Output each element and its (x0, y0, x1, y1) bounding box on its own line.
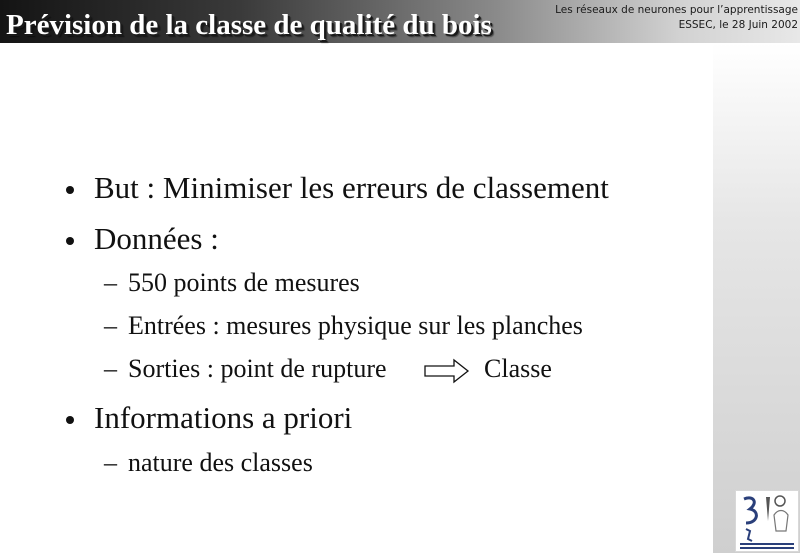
presentation-subtitle: Les réseaux de neurones pour l’apprentissage (555, 4, 798, 16)
dash-icon: – (104, 311, 117, 340)
right-decor-strip (713, 43, 800, 553)
bullet-text: Données : (94, 221, 219, 256)
presentation-info (555, 3, 798, 33)
bullet-text: Informations a priori (94, 400, 353, 435)
logo-icon (736, 491, 798, 551)
dash-icon: – (104, 268, 117, 297)
bullet-dot-icon (66, 416, 74, 424)
bullet-dot-icon (66, 186, 74, 194)
bullet-text: But : Minimiser les erreurs de classement (94, 170, 609, 205)
dash-icon: – (104, 354, 117, 383)
dash-icon: – (104, 448, 117, 477)
sub-item-text: 550 points de mesures (128, 268, 360, 297)
sub-item-text: nature des classes (128, 448, 313, 477)
right-arrow-icon (424, 358, 470, 384)
sub-item-text: Sorties : point de rupture (128, 354, 387, 383)
class-label: Classe (484, 354, 552, 383)
slide-title: Prévision de la classe de qualité du bois (6, 9, 492, 41)
institution-logo (735, 490, 799, 552)
presentation-date: ESSEC, le 28 Juin 2002 (678, 19, 798, 31)
sub-item-text: Entrées : mesures physique sur les planches (128, 311, 583, 340)
bullet-dot-icon (66, 237, 74, 245)
